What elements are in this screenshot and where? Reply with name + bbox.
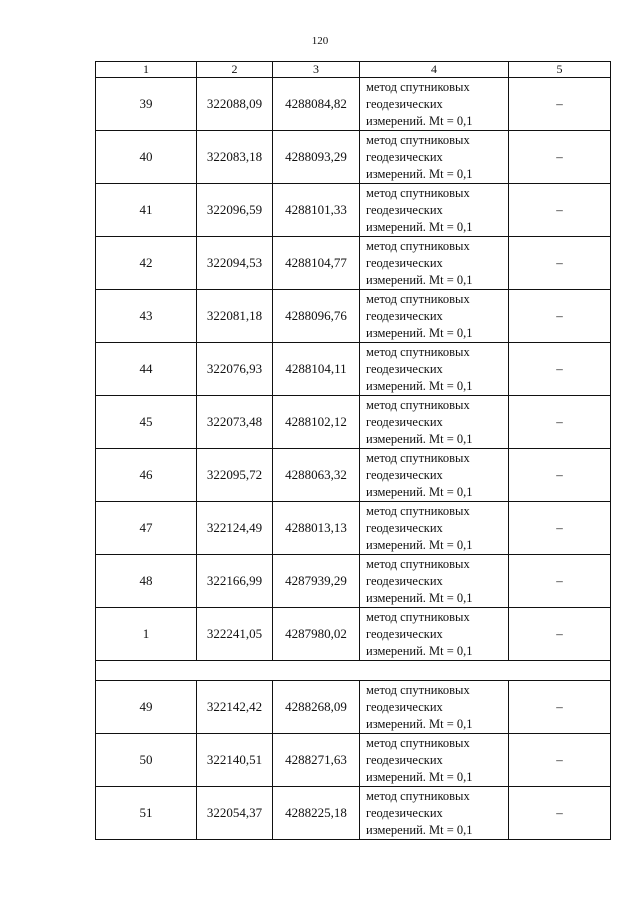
y-coordinate-cell: 4287939,29 [273,555,360,608]
method-description-line: измерений. Mt = 0,1 [366,590,473,605]
table-row [96,237,611,290]
y-coordinate-cell: 4288084,82 [273,78,360,131]
note-cell: – [509,396,611,449]
header-cell: 2 [197,62,273,78]
method-description-line: геодезических [366,573,443,588]
point-number-cell: 44 [96,343,197,396]
method-description-line: метод спутниковых [366,397,470,412]
coordinates-table [95,61,611,840]
method-description-line: геодезических [366,699,443,714]
point-number-cell: 41 [96,184,197,237]
method-description-line: метод спутниковых [366,503,470,518]
method-description-line: геодезических [366,520,443,535]
point-number-cell: 43 [96,290,197,343]
table-row [96,290,611,343]
note-cell: – [509,78,611,131]
table-row [96,787,611,840]
method-description-line: метод спутниковых [366,556,470,571]
header-cell: 3 [273,62,360,78]
point-number-cell: 46 [96,449,197,502]
note-cell: – [509,237,611,290]
table-row [96,502,611,555]
method-description-cell [360,290,509,343]
table-row [96,608,611,661]
table-row [96,184,611,237]
y-coordinate-cell: 4288104,77 [273,237,360,290]
table-row [96,396,611,449]
y-coordinate-cell: 4288102,12 [273,396,360,449]
method-description-cell [360,237,509,290]
method-description-line: измерений. Mt = 0,1 [366,272,473,287]
table-row [96,449,611,502]
method-description-line: геодезических [366,149,443,164]
method-description-cell [360,502,509,555]
method-description-line: метод спутниковых [366,238,470,253]
method-description-cell [360,555,509,608]
method-description-line: геодезических [366,414,443,429]
note-cell: – [509,343,611,396]
table-row [96,681,611,734]
x-coordinate-cell: 322088,09 [197,78,273,131]
method-description-line: метод спутниковых [366,450,470,465]
method-description-line: измерений. Mt = 0,1 [366,769,473,784]
group-separator-cell [96,661,611,681]
method-description-line: геодезических [366,308,443,323]
point-number-cell: 45 [96,396,197,449]
table-row [96,343,611,396]
header-cell: 4 [360,62,509,78]
y-coordinate-cell: 4288104,11 [273,343,360,396]
x-coordinate-cell: 322124,49 [197,502,273,555]
method-description-line: метод спутниковых [366,788,470,803]
x-coordinate-cell: 322140,51 [197,734,273,787]
y-coordinate-cell: 4288271,63 [273,734,360,787]
x-coordinate-cell: 322073,48 [197,396,273,449]
y-coordinate-cell: 4288268,09 [273,681,360,734]
y-coordinate-cell: 4287980,02 [273,608,360,661]
y-coordinate-cell: 4288096,76 [273,290,360,343]
note-cell: – [509,449,611,502]
method-description-line: геодезических [366,361,443,376]
note-cell: – [509,131,611,184]
method-description-line: метод спутниковых [366,344,470,359]
note-cell: – [509,184,611,237]
method-description-line: измерений. Mt = 0,1 [366,113,473,128]
method-description-line: геодезических [366,467,443,482]
method-description-cell [360,734,509,787]
x-coordinate-cell: 322095,72 [197,449,273,502]
note-cell: – [509,290,611,343]
y-coordinate-cell: 4288063,32 [273,449,360,502]
table-row [96,131,611,184]
note-cell: – [509,608,611,661]
note-cell: – [509,502,611,555]
method-description-line: геодезических [366,626,443,641]
table-row [96,555,611,608]
method-description-line: метод спутниковых [366,735,470,750]
x-coordinate-cell: 322142,42 [197,681,273,734]
point-number-cell: 1 [96,608,197,661]
method-description-line: измерений. Mt = 0,1 [366,378,473,393]
method-description-line: метод спутниковых [366,132,470,147]
table-header-row [96,62,611,78]
table-body [96,62,611,840]
method-description-line: измерений. Mt = 0,1 [366,484,473,499]
method-description-line: метод спутниковых [366,609,470,624]
note-cell: – [509,555,611,608]
table-row [96,78,611,131]
point-number-cell: 40 [96,131,197,184]
method-description-line: измерений. Mt = 0,1 [366,431,473,446]
method-description-line: измерений. Mt = 0,1 [366,325,473,340]
method-description-cell [360,608,509,661]
x-coordinate-cell: 322076,93 [197,343,273,396]
header-cell: 5 [509,62,611,78]
method-description-line: метод спутниковых [366,79,470,94]
method-description-cell [360,343,509,396]
method-description-line: геодезических [366,805,443,820]
method-description-line: метод спутниковых [366,682,470,697]
method-description-line: измерений. Mt = 0,1 [366,166,473,181]
y-coordinate-cell: 4288013,13 [273,502,360,555]
method-description-cell [360,78,509,131]
x-coordinate-cell: 322081,18 [197,290,273,343]
method-description-line: измерений. Mt = 0,1 [366,537,473,552]
table-row [96,734,611,787]
point-number-cell: 42 [96,237,197,290]
method-description-line: метод спутниковых [366,291,470,306]
y-coordinate-cell: 4288101,33 [273,184,360,237]
x-coordinate-cell: 322054,37 [197,787,273,840]
point-number-cell: 49 [96,681,197,734]
method-description-cell [360,184,509,237]
point-number-cell: 50 [96,734,197,787]
method-description-line: геодезических [366,96,443,111]
note-cell: – [509,787,611,840]
x-coordinate-cell: 322166,99 [197,555,273,608]
method-description-line: геодезических [366,752,443,767]
method-description-cell [360,787,509,840]
page-number: 120 [311,35,329,47]
method-description-cell [360,396,509,449]
note-cell: – [509,681,611,734]
method-description-line: измерений. Mt = 0,1 [366,643,473,658]
method-description-cell [360,449,509,502]
method-description-cell [360,681,509,734]
note-cell: – [509,734,611,787]
point-number-cell: 39 [96,78,197,131]
header-cell: 1 [96,62,197,78]
group-separator-row [96,661,611,681]
method-description-cell [360,131,509,184]
y-coordinate-cell: 4288093,29 [273,131,360,184]
method-description-line: измерений. Mt = 0,1 [366,716,473,731]
y-coordinate-cell: 4288225,18 [273,787,360,840]
x-coordinate-cell: 322096,59 [197,184,273,237]
x-coordinate-cell: 322241,05 [197,608,273,661]
point-number-cell: 51 [96,787,197,840]
point-number-cell: 48 [96,555,197,608]
method-description-line: геодезических [366,202,443,217]
method-description-line: измерений. Mt = 0,1 [366,822,473,837]
point-number-cell: 47 [96,502,197,555]
x-coordinate-cell: 322083,18 [197,131,273,184]
method-description-line: геодезических [366,255,443,270]
method-description-line: метод спутниковых [366,185,470,200]
method-description-line: измерений. Mt = 0,1 [366,219,473,234]
x-coordinate-cell: 322094,53 [197,237,273,290]
